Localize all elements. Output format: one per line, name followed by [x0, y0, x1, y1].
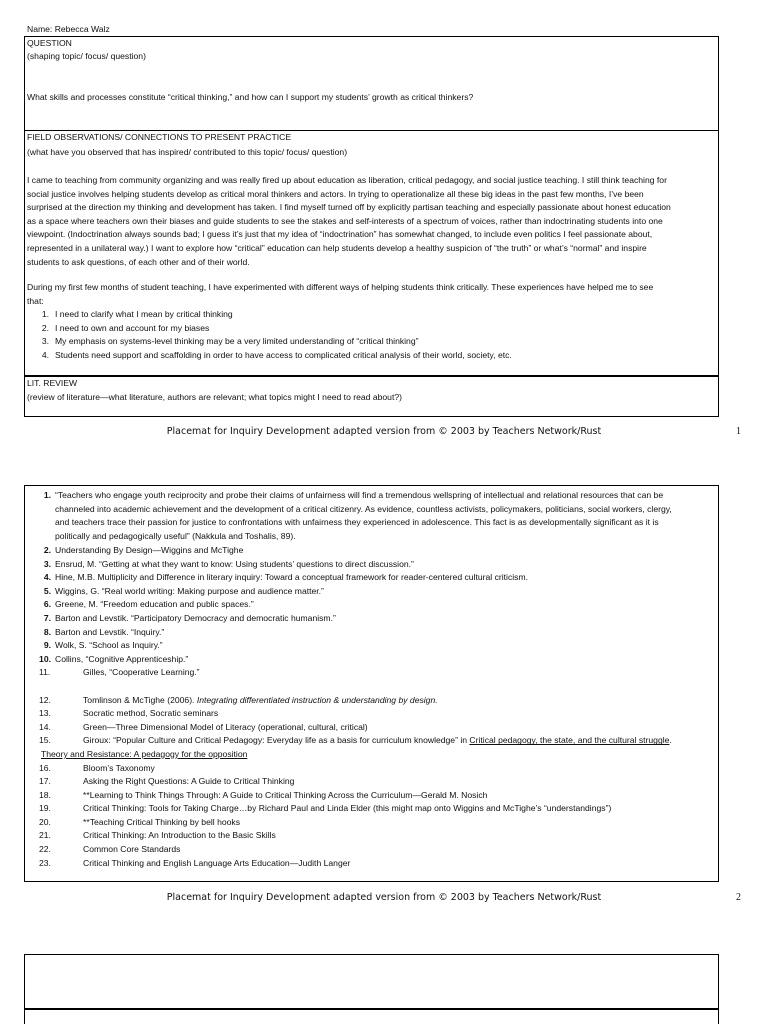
field-subheading: (what have you observed that has inspired/ contributed to this topic/ focus/ question)	[27, 147, 348, 157]
field-heading: FIELD OBSERVATIONS/ CONNECTIONS TO PRESENT PRACTICE	[27, 132, 292, 142]
list-number: 11.	[39, 667, 51, 678]
list-number: 2.	[41, 322, 49, 333]
list-text: **Learning to Think Things Through: A Guide to Critical Thinking Across the Curriculum—Gerald M. Nosich	[83, 789, 488, 800]
paragraph-line: that:	[27, 295, 44, 306]
list-text: Understanding By Design—Wiggins and McTighe	[55, 545, 244, 555]
list-item	[27, 544, 717, 557]
list-text: Critical Thinking: Tools for Taking Charge…by Richard Paul and Linda Elder (this might map onto Wiggins and McTighe’s “understandings”)	[83, 803, 612, 814]
list-number: 20.	[39, 816, 51, 827]
paragraph-line: surprised at the direction my thinking and development has taken. I find myself turned off by explicitly partisan teaching and especially passionate about honest education	[27, 202, 671, 213]
field-list	[27, 308, 713, 362]
list-text: Green—Three Dimensional Model of Literacy (operational, cultural, critical)	[83, 721, 368, 732]
list-number: 4.	[41, 349, 49, 360]
quote-line: and teachers trace their passion for justice to confrontations with unfairness they experienced in adolescence. This fact is as developmentally significant as it is	[55, 517, 659, 528]
page-footer: Placemat for Inquiry Development adapted version from © 2003 by Teachers Network/Rust	[166, 892, 602, 903]
list-item	[27, 857, 717, 870]
question-subheading: (shaping topic/ focus/ question)	[27, 51, 146, 61]
list-number: 19.	[39, 803, 51, 814]
list-item	[27, 762, 717, 775]
list-text: Barton and Levstik. “Participatory Democracy and democratic humanism.”	[55, 612, 336, 623]
question-heading: QUESTION	[27, 38, 72, 48]
list-number: 14.	[39, 721, 51, 732]
list-item	[27, 598, 717, 611]
page-number: 1	[736, 426, 741, 437]
name-line: Name: Rebecca Walz	[27, 24, 110, 34]
field-paragraph-2	[27, 281, 713, 308]
list-text: Giroux: “Popular Culture and Critical Pedagogy: Everyday life as a basis for curriculum knowledge” in	[83, 735, 470, 746]
list-text: Socratic method, Socratic seminars	[83, 708, 219, 719]
list-text: Tomlinson & McTighe (2006).	[83, 694, 197, 705]
list-number: 1.	[43, 490, 51, 500]
list-text: Wolk, S. “School as Inquiry.”	[55, 640, 163, 651]
list-item	[27, 571, 717, 584]
list-item	[27, 816, 717, 829]
list-text: Collins, “Cognitive Apprenticeship.”	[55, 653, 189, 664]
list-number: 17.	[39, 776, 51, 787]
list-item	[27, 653, 717, 666]
reference-list	[27, 544, 717, 870]
list-number: 10.	[39, 653, 51, 664]
list-item	[27, 721, 717, 734]
list-number: 15.	[39, 735, 51, 746]
placemat-box-page3	[24, 954, 719, 1024]
list-text: Bloom’s Taxonomy	[83, 762, 155, 773]
question-text: What skills and processes constitute “critical thinking,” and how can I support my students’ growth as critical thinkers?	[27, 92, 474, 102]
list-number: 1.	[41, 309, 49, 319]
list-item	[27, 489, 717, 543]
list-text: Hine, M.B. Multiplicity and Difference in literary inquiry: Toward a conceptual framework for reader-centered cultural criticism.	[55, 572, 528, 583]
quote-line: channeled into academic achievement and the development of a critical citizenry. As evidence, countless activists, policymakers, politicians, social workers, clergy,	[55, 503, 672, 514]
list-text: Gilles, “Cooperative Learning.”	[83, 667, 200, 678]
list-item	[27, 626, 717, 639]
list-text: Ensrud, M. “Getting at what they want to know: Using students’ questions to direct discussion.”	[55, 558, 414, 569]
list-item	[27, 775, 717, 788]
list-item	[27, 829, 717, 842]
list-number: 21.	[39, 830, 51, 841]
quote-line: “Teachers who engage youth reciprocity and probe their claims of unfairness will find a tremendous wellspring of intellectual and relational resources that can be	[55, 490, 664, 500]
list-item	[27, 612, 717, 625]
list-text: Critical Thinking and English Language Arts Education—Judith Langer	[83, 857, 351, 868]
list-text: Students need support and scaffolding in order to have access to complicated critical analysis of their world, society, etc.	[55, 349, 512, 360]
list-number: 18.	[39, 789, 51, 800]
list-number: 6.	[43, 599, 51, 610]
list-text: Wiggins, G. “Real world writing: Making purpose and audience matter.”	[55, 585, 324, 596]
list-item	[27, 843, 717, 856]
list-number: 5.	[43, 585, 51, 596]
list-text: Barton and Levstik. “Inquiry.”	[55, 626, 165, 637]
list-text: Common Core Standards	[83, 844, 181, 855]
page-number: 2	[736, 892, 741, 903]
list-number: 22.	[39, 844, 51, 855]
paragraph-line: viewpoint. (Indoctrination always sounds bad; I guess it’s just that my idea of “indoctrination” has somewhat changed, to include even politics I feel passionate about,	[27, 229, 653, 240]
quote-line: politically and pedagogically useful” (Nakkula and Toshalis, 89).	[55, 530, 296, 541]
divider	[24, 1008, 719, 1010]
paragraph-line: students to ask questions, of each other and of their world.	[27, 256, 250, 267]
list-item	[27, 707, 717, 720]
list-item	[27, 558, 717, 571]
list-item	[27, 322, 713, 335]
list-text-underlined: Critical pedagogy, the state, and the cultural struggle	[469, 735, 670, 746]
list-item-continuation	[27, 748, 717, 761]
list-number: 16.	[39, 762, 51, 773]
paragraph-line: I came to teaching from community organizing and was really fired up about education as liberation, critical pedagogy, and social justice teaching. I still think teaching for	[27, 175, 667, 185]
list-text: Critical Thinking: An Introduction to the Basic Skills	[83, 830, 276, 841]
question-section	[27, 37, 713, 63]
paragraph-line: represented in a unilateral way.) I want to explore how “critical” education can help students develop a healthy suspicion of “the truth” or what’s “normal” and inspire	[27, 242, 647, 253]
list-text: Asking the Right Questions: A Guide to Critical Thinking	[83, 776, 295, 787]
list-text: .	[669, 735, 672, 746]
list-item	[27, 694, 717, 707]
lit-subheading: (review of literature—what literature, authors are relevant; what topics might I need to read about?)	[27, 391, 402, 402]
list-number: 23.	[39, 857, 51, 868]
list-item	[27, 335, 713, 348]
list-item	[27, 639, 717, 652]
paragraph-line: social justice involves helping students develop as critical moral thinkers and actors. In trying to operationalize all these big ideas in the past few months, I’ve been	[27, 188, 644, 199]
paragraph-line: During my first few months of student teaching, I have experimented with different ways of helping students think critically. These experiences have helped me to see	[27, 282, 654, 292]
list-text: I need to own and account for my biases	[55, 322, 210, 333]
list-item	[27, 789, 717, 802]
list-item	[27, 734, 717, 747]
list-number: 9.	[43, 640, 51, 651]
lit-heading: LIT. REVIEW	[27, 378, 78, 388]
list-number: 3.	[43, 558, 51, 569]
list-number: 3.	[41, 336, 49, 347]
list-item	[27, 666, 717, 679]
list-number: 4.	[43, 572, 51, 583]
list-item	[27, 802, 717, 815]
list-number: 8.	[43, 626, 51, 637]
list-number: 13.	[39, 708, 51, 719]
list-item	[27, 585, 717, 598]
list-item	[27, 308, 713, 321]
field-paragraph-1	[27, 174, 713, 269]
list-text-underlined: Theory and Resistance: A pedagogy for the opposition	[41, 748, 248, 759]
list-number: 7.	[43, 612, 51, 623]
field-observations-section	[27, 131, 713, 159]
list-item	[27, 680, 717, 693]
paragraph-line: as a space where teachers own their biases and guide students to see the stakes and self-interests of a spectrum of voices, rather than indoctrinating students into one	[27, 215, 663, 226]
list-number: 12.	[39, 694, 51, 705]
list-text: My emphasis on systems-level thinking may be a very limited understanding of “critical thinking”	[55, 336, 419, 347]
list-text: I need to clarify what I mean by critical thinking	[55, 309, 233, 319]
page-footer: Placemat for Inquiry Development adapted version from © 2003 by Teachers Network/Rust	[166, 426, 602, 437]
lit-review-section	[27, 377, 713, 404]
list-number: 2.	[43, 545, 51, 555]
list-text-italic: Integrating differentiated instruction & understanding by design.	[196, 694, 438, 705]
list-text: Greene, M. “Freedom education and public spaces.”	[55, 599, 254, 610]
list-item	[27, 349, 713, 362]
list-text: **Teaching Critical Thinking by bell hooks	[83, 816, 240, 827]
